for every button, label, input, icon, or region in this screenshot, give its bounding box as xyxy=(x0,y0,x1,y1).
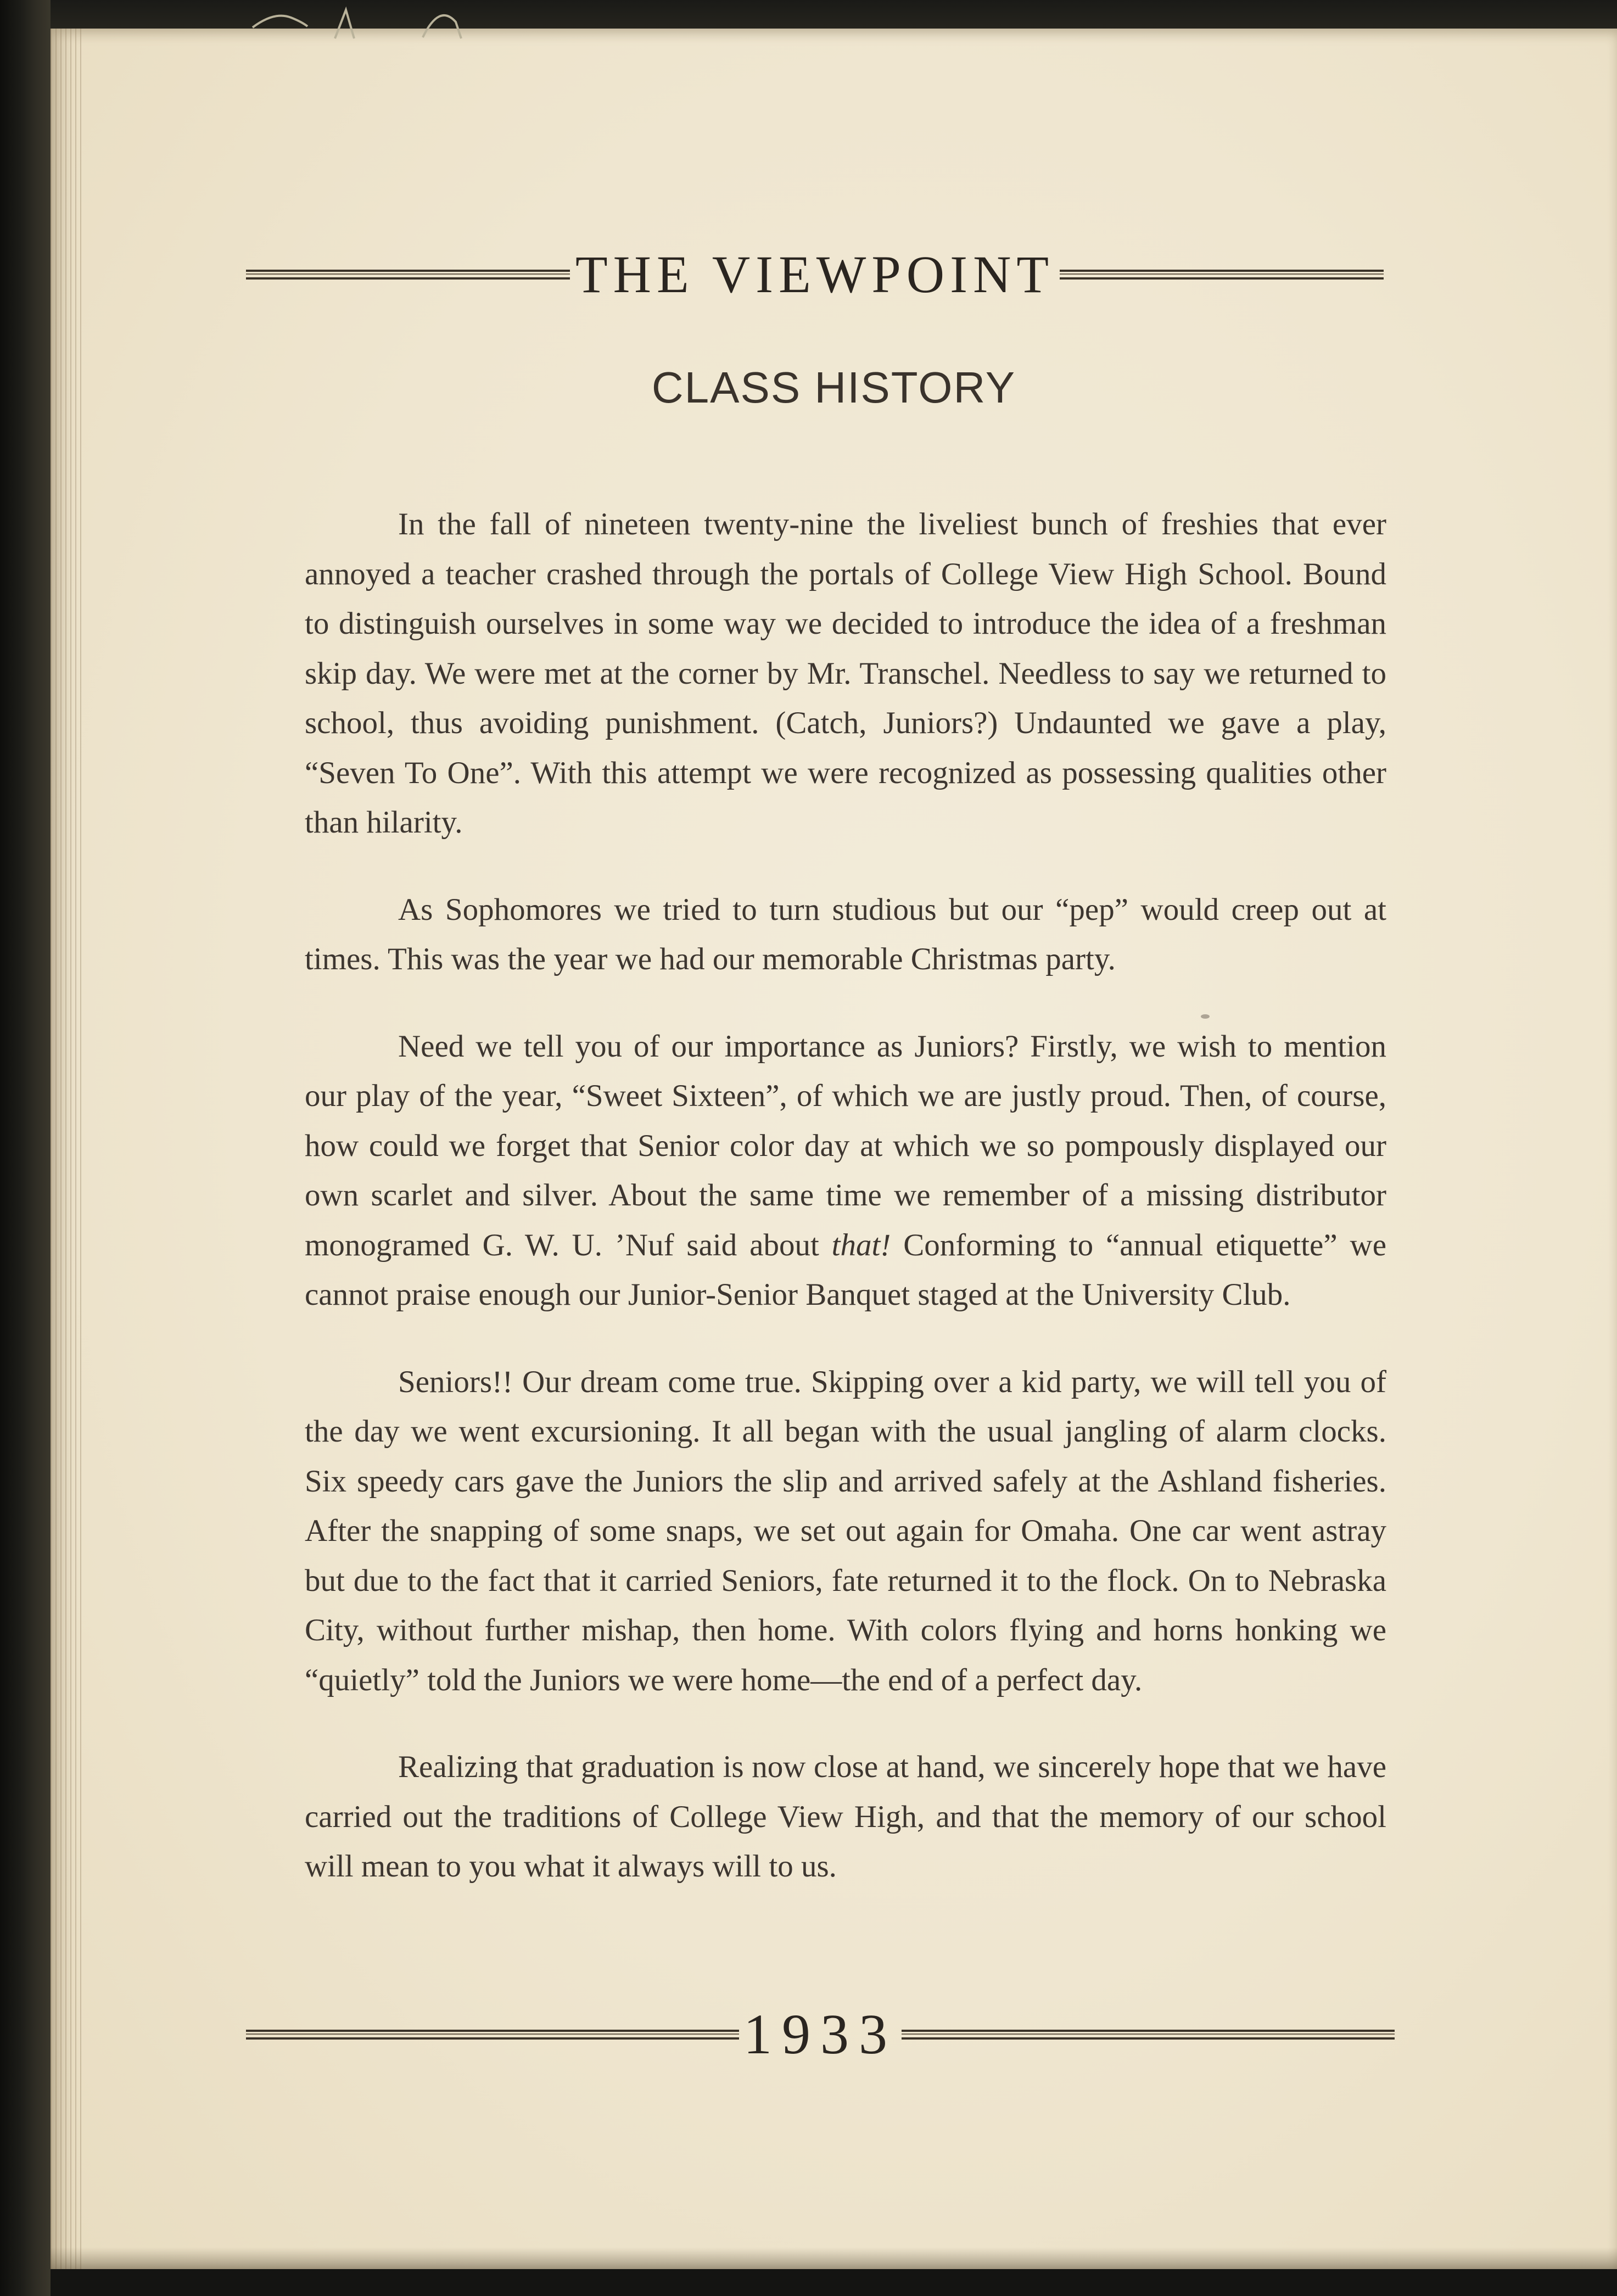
footer-row xyxy=(246,2004,1395,2065)
masthead-rule-right xyxy=(1060,267,1384,282)
page-bottom-shadow xyxy=(51,2247,1617,2269)
year-footer: 1933 xyxy=(743,2003,897,2066)
paragraph-closing: Realizing that graduation is now close at hand, we sincerely hope that we have carried out the traditions of College View High, and that the memory of our school will mean to you what it always will to us. xyxy=(305,1750,1386,1884)
footer-rule-right xyxy=(902,2027,1395,2042)
paragraph-sophomore: As Sophomores we tried to turn studious but our “pep” would creep out at times. This was the year we had our memorable Christmas party. xyxy=(305,892,1386,976)
footer-rule-left xyxy=(246,2027,739,2042)
paragraph-junior-italic: that! xyxy=(831,1227,891,1262)
paragraph-junior-text: Need we tell you of our importance as Juniors? Firstly, we wish to mention our play of the year, “Sweet Sixteen”, of which we are justly proud. Then, of course, how could we forget that Senior color day at which we so pompously displayed our own scarlet and silver. About the same time we remember of a missing distributor monogramed G. W. U. ’Nuf said about xyxy=(305,1029,1386,1262)
masthead-rule-left xyxy=(246,267,570,282)
page-title: CLASS HISTORY xyxy=(651,363,1016,412)
masthead: THE VIEWPOINT xyxy=(575,245,1055,304)
paragraph-senior: Seniors!! Our dream come true. Skipping over a kid party, we will tell you of the day we went excursioning. It all began with the usual jangling of alarm clocks. Six speedy cars gave the Juniors the slip and arrived safely at the Ashland fisheries. After the snapping of some snaps, we set out again for Omaha. One car went astray but due to the fact that it carried Seniors, fate returned it to the flock. On to Nebraska City, without further mishap, then home. With colors flying and horns honking we “quietly” told the Juniors we were home—the end of a perfect day. xyxy=(305,1364,1386,1697)
paragraph-freshman: In the fall of nineteen twenty-nine the liveliest bunch of freshies that ever annoyed a teacher crashed through the portals of College View High School. Bound to distinguish ourselves in some way we decided to introduce the idea of a freshman skip day. We were met at the corner by Mr. Transchel. Needless to say we returned to school, thus avoiding punishment. (Catch, Juniors?) Undaunted we gave a play, “Seven To One”. With this attempt we were recognized as possessing qualities other than hilarity. xyxy=(305,507,1386,840)
masthead-row xyxy=(246,244,1384,305)
pencil-marks xyxy=(242,5,626,44)
book-binding xyxy=(0,0,51,2296)
article-body xyxy=(305,500,1386,1929)
paragraph-junior-end: Conforming to “annual etiquette” we cannot praise enough our Junior-Senior Banquet staged at the University Club. xyxy=(305,1227,1386,1312)
paragraph-junior xyxy=(305,1022,1386,1320)
